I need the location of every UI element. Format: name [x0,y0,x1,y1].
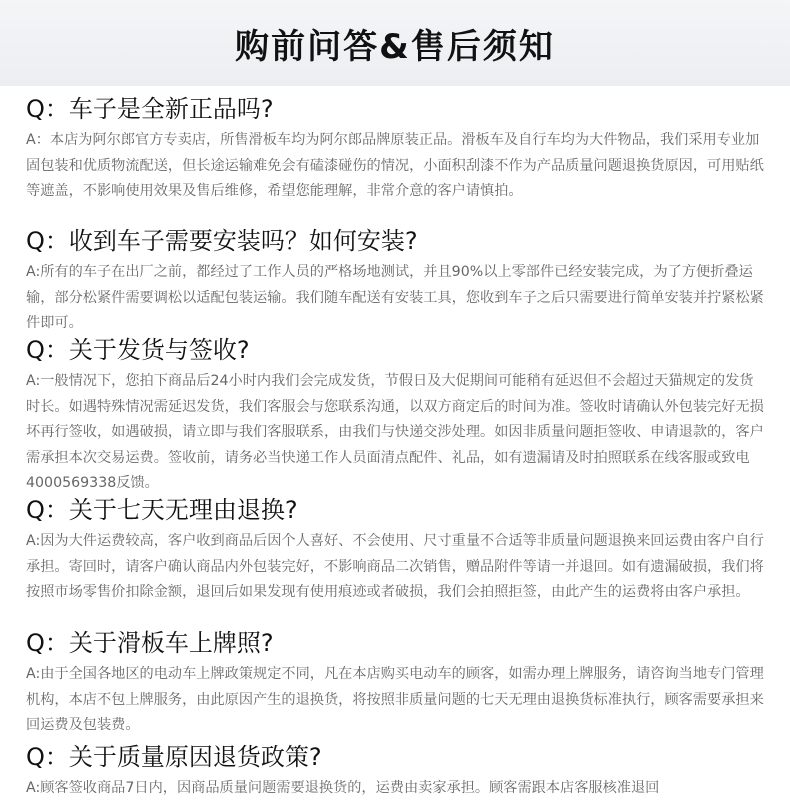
faq-answer: A:顾客签收商品7日内，因商品质量问题需要退换货的，运费由卖家承担。顾客需跟本店客服核准退回 [26,780,660,796]
page-header [0,0,790,86]
faq-question: Q：关于七天无理由退换? [26,496,298,524]
faq-answer: A:所有的车子在出厂之前，都经过了工作人员的严格场地测试，并且90%以上零部件已经安装完成，为了方便折叠运输，部分松紧件需要调松以适配包装运输。我们随车配送有安装工具，您收到车子之后只需要进行简单安装并拧紧松紧件即可。 [26,264,764,331]
faq-item-4 [26,493,766,606]
faq-question: Q：关于质量原因退货政策? [26,743,322,771]
faq-answer: A:一般情况下，您拍下商品后24小时内我们会完成发货，节假日及大促期间可能稍有延迟但不会超过天猫规定的发货时长。如遇特殊情况需延迟发货，我们客服会与您联系沟通，以双方商定后的时间为准。签收时请确认外包装完好无损坏再行签收，如遇破损，请立即与我们客服联系，由我们与快递交涉处理。如因非质量问题拒签收、申请退款的，客户需承担本次交易运费。签收前，请务必当快递工作人员面清点配件、礼品，如有遗漏请及时拍照联系在线客服或致电4000569338反馈。 [26,373,764,491]
faq-item-2 [26,224,766,337]
faq-answer: A：本店为阿尔郎官方专卖店，所售滑板车均为阿尔郎品牌原装正品。滑板车及自行车均为大件物品，我们采用专业加固包装和优质物流配送，但长途运输难免会有磕漆碰伤的情况，小面积刮漆不作为产品质量问题退换货原因，可用贴纸等遮盖，不影响使用效果及售后维修，希望您能理解，非常介意的客户请慎拍。 [26,132,764,199]
faq-answer: A:由于全国各地区的电动车上牌政策规定不同，凡在本店购买电动车的顾客，如需办理上牌服务，请咨询当地专门管理机构，本店不包上牌服务，由此原因产生的退换货，将按照非质量问题的七天无理由退换货标准执行，顾客需要承担来回运费及包装费。 [26,666,764,733]
page-title: 购前问答&售后须知 [235,26,555,67]
faq-answer: A:因为大件运费较高，客户收到商品后因个人喜好、不会使用、尺寸重量不合适等非质量问题退换来回运费由客户自行承担。寄回时，请客户确认商品内外包装完好，不影响商品二次销售，赠品附件等请一并退回。如有遗漏破损，我们将按照市场零售价扣除金额，退回后如果发现有使用痕迹或者破损，我们会拍照拒签，由此产生的运费将由客户承担。 [26,533,764,600]
faq-question: Q：关于滑板车上牌照? [26,629,274,657]
faq-item-1 [26,92,766,205]
faq-item-6 [26,740,766,802]
faq-item-5 [26,626,766,739]
faq-question: Q：收到车子需要安装吗？如何安装? [26,227,418,255]
faq-question: Q：关于发货与签收? [26,336,250,364]
faq-question: Q：车子是全新正品吗? [26,95,274,123]
faq-item-3 [26,333,766,497]
